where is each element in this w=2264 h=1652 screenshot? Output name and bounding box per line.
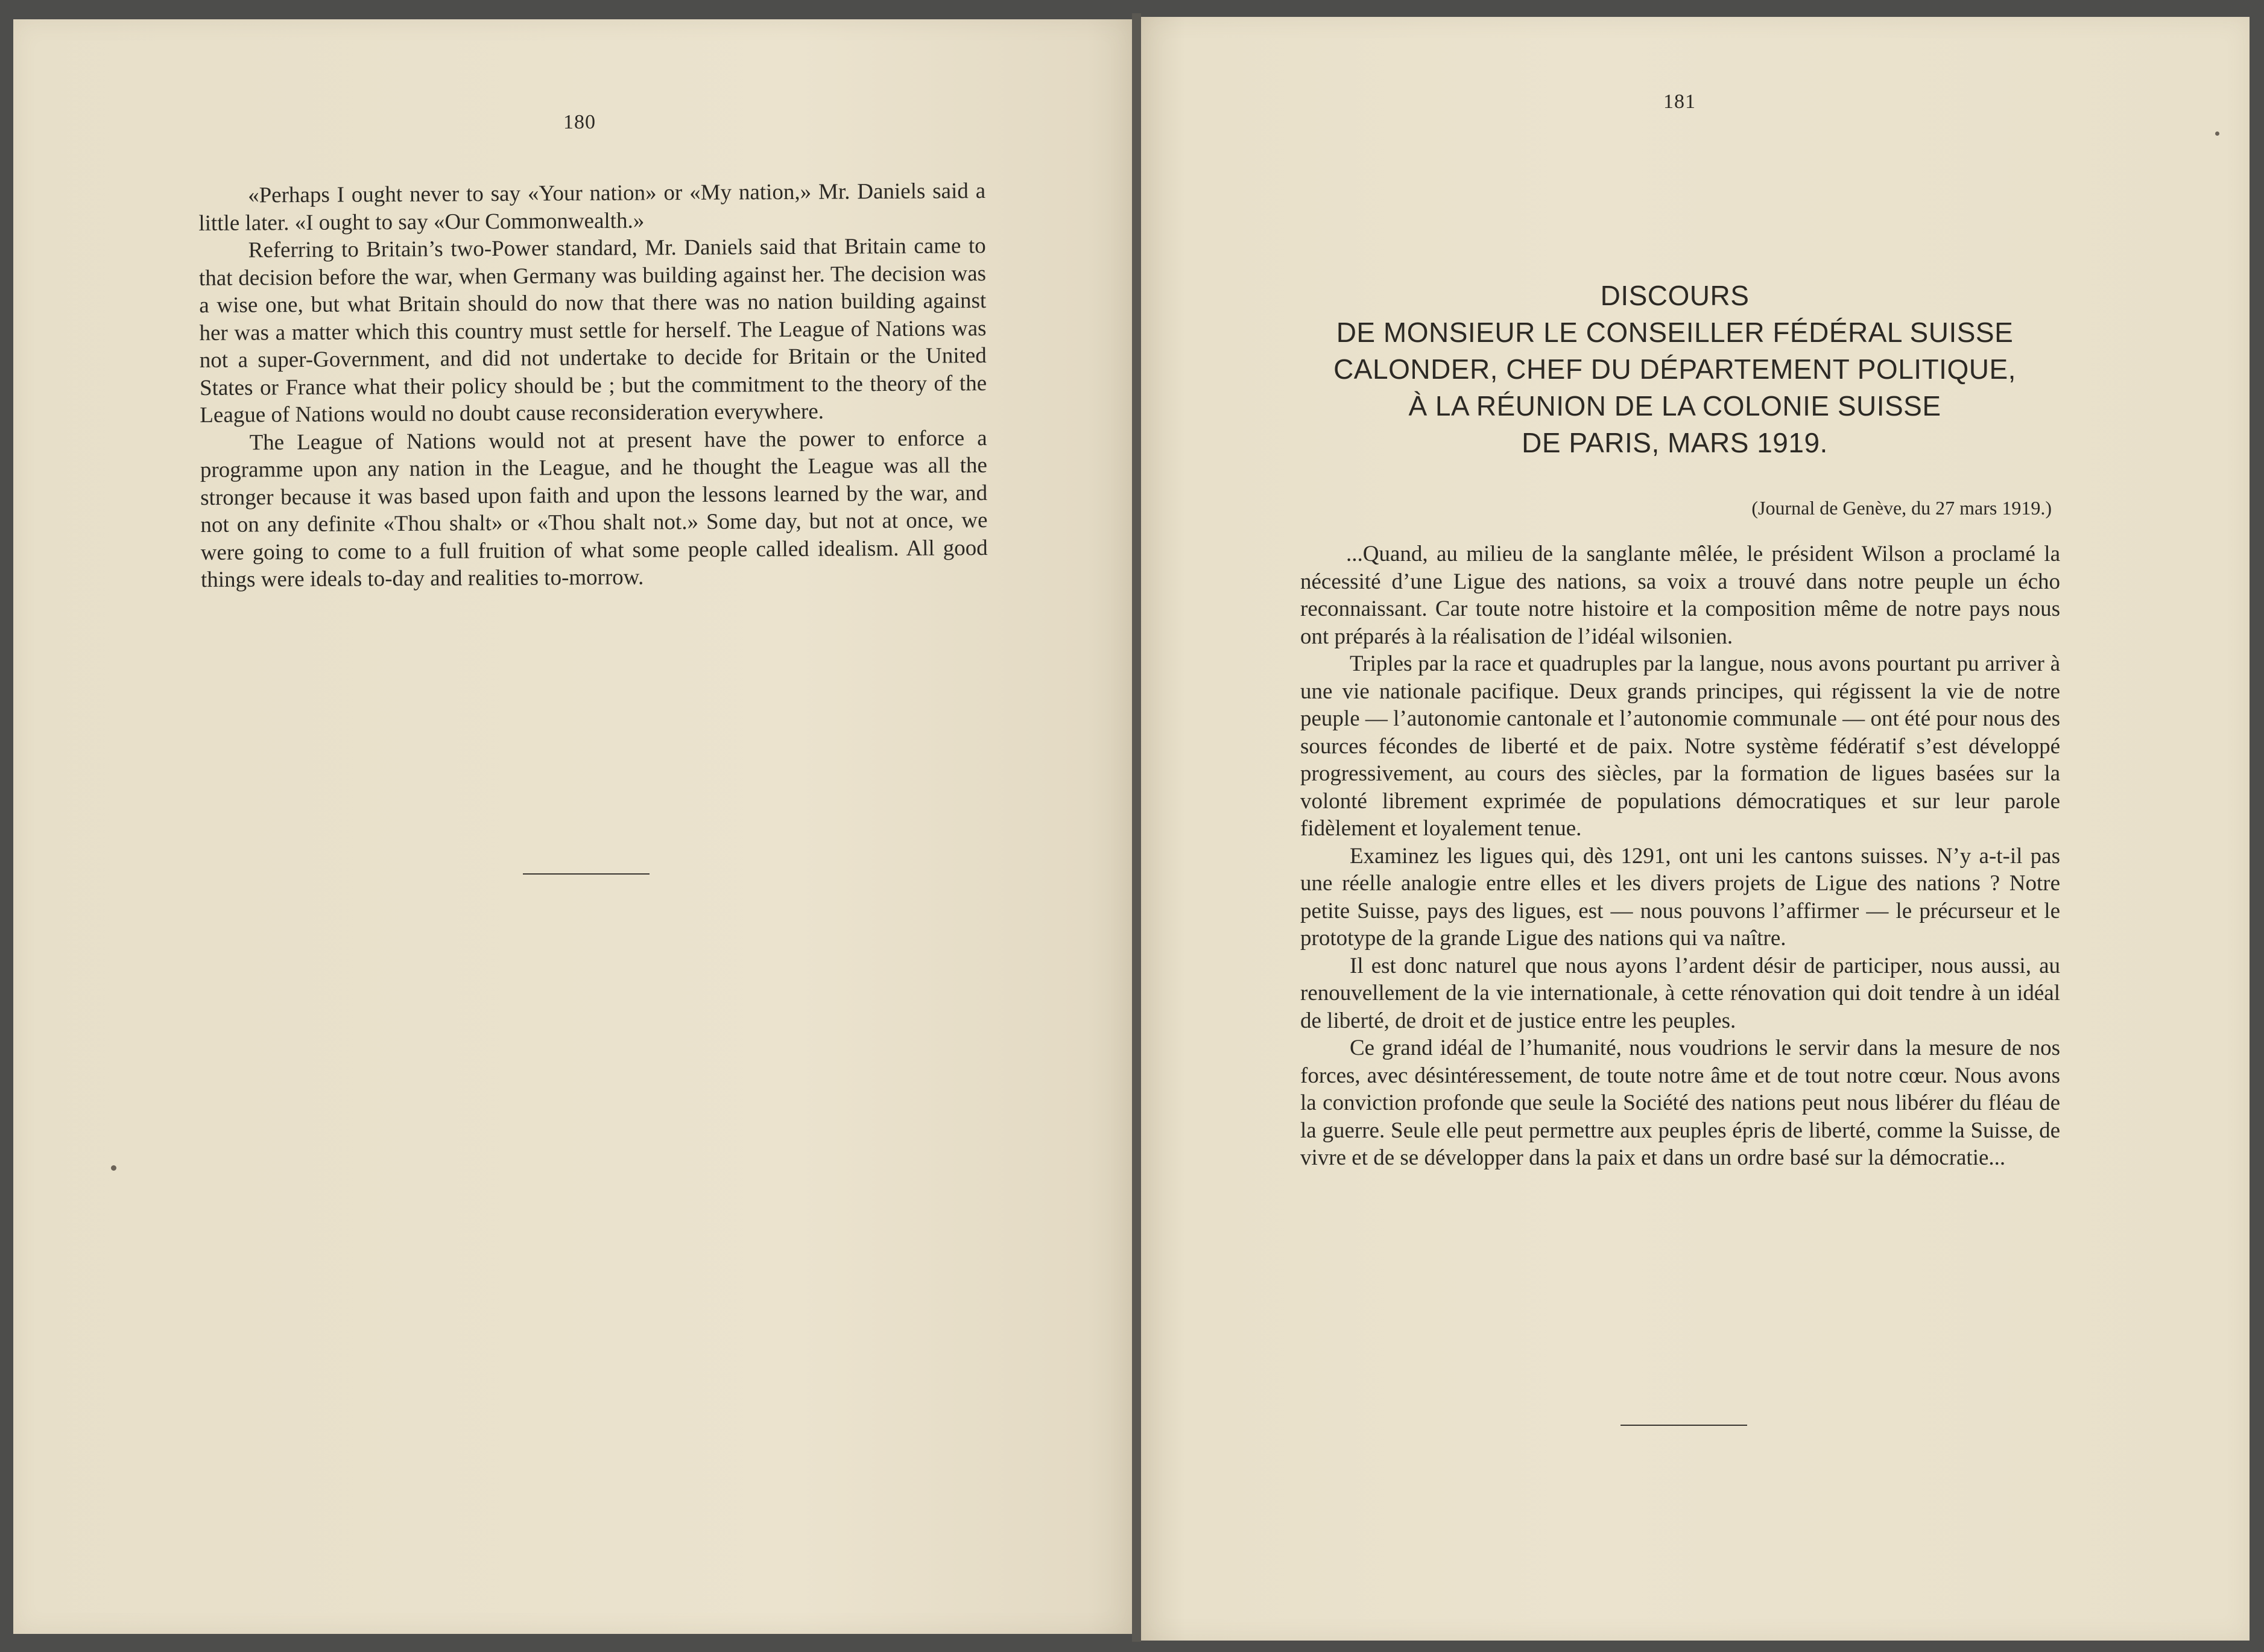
paragraph: Il est donc naturel que nous ayons l’ardent désir de participer, nous aussi, au renouvellement de la vie internationale, à cette rénovation qui doit tendre à un idéal de liberté, de droit et de justice entre les peuples.	[1300, 953, 2060, 1033]
book-gutter	[1132, 13, 1141, 1642]
title-line: DE MONSIEUR LE CONSEILLER FÉDÉRAL SUISSE	[1336, 317, 2014, 348]
title-line: À LA RÉUNION DE LA COLONIE SUISSE	[1408, 390, 1941, 422]
paragraph: Triples par la race et quadruples par la langue, nous avons pourtant pu arriver à une vie nationale pacifique. Deux grands principes, qui régissent la vie de notre peuple — l’autonomie cantonale et l’autonomie communale — ont été pour nous des sources fécondes de liberté et de paix. Notre système fédératif s’est développé progressivement, au cours des siècles, par la formation de ligues basées sur la volonté librement exprimée de populations démocratiques et sur leur parole fidèlement et loyalement tenue.	[1300, 651, 2060, 841]
section-divider	[523, 873, 650, 875]
page-number: 181	[1663, 90, 1696, 113]
paper-speck	[2215, 131, 2219, 136]
right-page-text	[1300, 540, 2060, 1172]
title-line: DISCOURS	[1600, 280, 1750, 311]
title-line: CALONDER, CHEF DU DÉPARTEMENT POLITIQUE,	[1333, 353, 2016, 385]
paper-speck	[111, 1165, 116, 1171]
paragraph: Referring to Britain’s two-Power standard, Mr. Daniels said that Britain came to that decision before the war, when Germany was building against her. The decision was a wise one, but what Britain should do now that there was no nation building against her was a matter which this country must settle for herself. The League of Nations was not a super-Government, and did not undertake to decide for Britain or the United States or France what their policy should be ; but the commitment to the theory of the League of Nations would no doubt cause reconsideration everywhere.	[198, 233, 987, 428]
left-page	[13, 19, 1132, 1634]
paragraph: ...Quand, au milieu de la sanglante mêlée, le président Wilson a proclamé la nécessité d’une Ligue des nations, sa voix a trouvé dans notre peuple un écho reconnaissant. Car toute notre histoire et la composition même de notre pays nous ont préparés à la réalisation de l’idéal wilsonien.	[1300, 542, 2060, 649]
section-divider	[1621, 1425, 1747, 1426]
speech-title	[1268, 277, 2082, 461]
paragraph: Examinez les ligues qui, dès 1291, ont uni les cantons suisses. N’y a-t-il pas une réelle analogie entre elles et les divers projets de Ligue des nations ? Notre petite Suisse, pays des ligues, est — nous pouvons l’affirmer — le précurseur et le prototype de la grande Ligue des nations qui va naître.	[1300, 843, 2060, 951]
paragraph: Ce grand idéal de l’humanité, nous voudrions le servir dans la mesure de nos forces, avec désintéressement, de toute notre âme et de tout notre cœur. Nous avons la conviction profonde que seule la Société des nations peut nous libérer du fléau de la guerre. Seule elle peut permettre aux peuples épris de liberté, comme la Suisse, de vivre et de se développer dans la paix et dans un ordre basé sur la démocratie...	[1300, 1036, 2060, 1170]
left-page-text	[198, 177, 988, 593]
paragraph: The League of Nations would not at present have the power to enforce a programme upon any nation in the League, and he thought the League was all the stronger because it was based upon faith and upon the lessons learned by the war, and not on any definite «Thou shalt» or «Thou shalt not.» Some day, but not at once, we were going to come to a full fruition of what some people called idealism. All good things were ideals to-day and realities to-morrow.	[200, 425, 988, 592]
source-citation: (Journal de Genève, du 27 mars 1919.)	[1751, 497, 2052, 519]
paragraph: «Perhaps I ought never to say «Your nation» or «My nation,» Mr. Daniels said a little later. «I ought to say «Our Commonwealth.»	[198, 179, 986, 236]
title-line: DE PARIS, MARS 1919.	[1522, 427, 1828, 458]
page-number: 180	[563, 111, 596, 133]
right-page	[1141, 17, 2250, 1641]
